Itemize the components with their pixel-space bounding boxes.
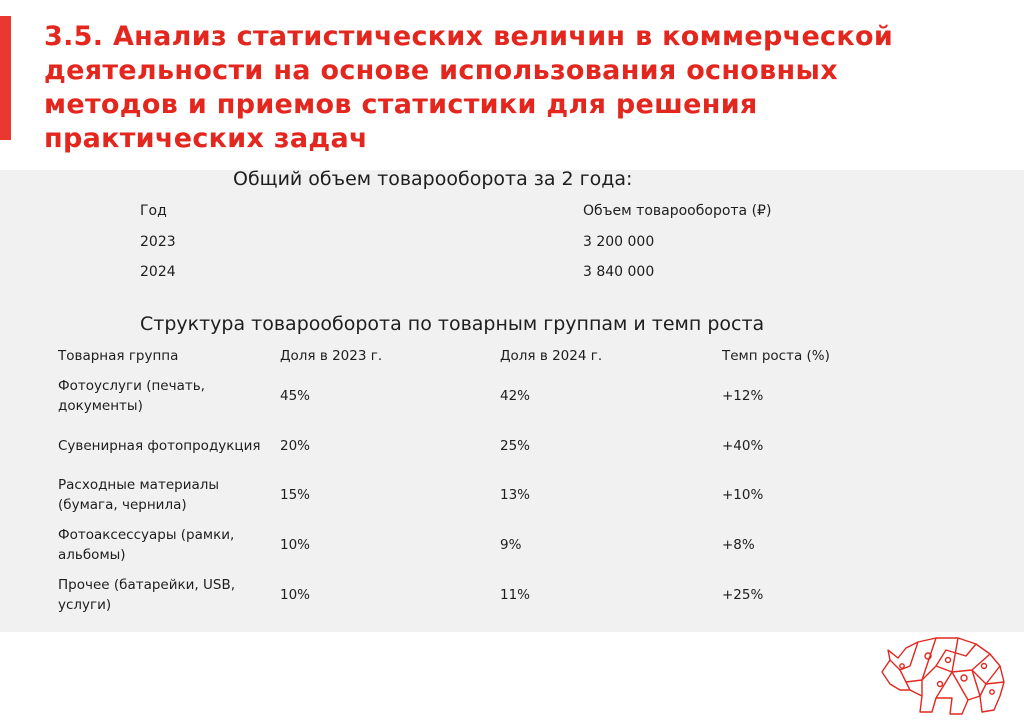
group-line: Фотоуслуги (печать,	[58, 378, 205, 394]
group-line: Фотоаксессуары (рамки,	[58, 527, 235, 543]
group-line: альбомы)	[58, 547, 126, 563]
turnover-cell-year: 2024	[140, 264, 176, 280]
structure-cell-group	[58, 436, 261, 456]
group-line: услуги)	[58, 597, 112, 613]
title-line: 3.5. Анализ статистических величин в коммерческой	[44, 21, 894, 52]
rhino-logo-icon	[876, 626, 1016, 718]
structure-cell-growth: +10%	[722, 487, 764, 503]
structure-cell-growth: +25%	[722, 587, 764, 603]
structure-cell-share-2024: 11%	[500, 587, 531, 603]
structure-heading: Структура товарооборота по товарным группам и темп роста	[140, 313, 765, 335]
structure-header-group: Товарная группа	[58, 348, 179, 364]
structure-cell-growth: +8%	[722, 537, 755, 553]
structure-cell-group	[58, 475, 219, 515]
turnover-cell-volume: 3 840 000	[583, 264, 655, 280]
group-line: (бумага, чернила)	[58, 497, 187, 513]
structure-cell-share-2023: 15%	[280, 487, 311, 503]
turnover-header-volume: Объем товарооборота (₽)	[583, 203, 772, 219]
structure-cell-share-2023: 10%	[280, 537, 311, 553]
title-line: деятельности на основе использования основных	[44, 55, 838, 86]
structure-header-growth: Темп роста (%)	[722, 348, 830, 364]
title-line: практических задач	[44, 123, 368, 154]
turnover-cell-volume: 3 200 000	[583, 234, 655, 250]
structure-cell-share-2023: 20%	[280, 438, 311, 454]
structure-cell-share-2024: 9%	[500, 537, 522, 553]
structure-cell-group	[58, 376, 205, 416]
structure-cell-share-2023: 10%	[280, 587, 311, 603]
group-line: Сувенирная фотопродукция	[58, 438, 261, 454]
structure-cell-share-2024: 25%	[500, 438, 531, 454]
structure-header-share-2023: Доля в 2023 г.	[280, 348, 383, 364]
turnover-header-year: Год	[140, 203, 167, 219]
group-line: документы)	[58, 398, 143, 414]
turnover-cell-year: 2023	[140, 234, 176, 250]
title-line: методов и приемов статистики для решения	[44, 89, 758, 120]
group-line: Прочее (батарейки, USB,	[58, 577, 236, 593]
structure-cell-share-2024: 42%	[500, 388, 531, 404]
slide-title	[44, 20, 1004, 156]
accent-bar	[0, 16, 11, 140]
structure-header-share-2024: Доля в 2024 г.	[500, 348, 603, 364]
group-line: Расходные материалы	[58, 477, 220, 493]
structure-cell-group	[58, 575, 235, 615]
turnover-heading: Общий объем товарооборота за 2 года:	[233, 168, 633, 190]
structure-cell-group	[58, 525, 234, 565]
structure-cell-growth: +12%	[722, 388, 764, 404]
structure-cell-share-2023: 45%	[280, 388, 311, 404]
structure-cell-growth: +40%	[722, 438, 764, 454]
structure-cell-share-2024: 13%	[500, 487, 531, 503]
